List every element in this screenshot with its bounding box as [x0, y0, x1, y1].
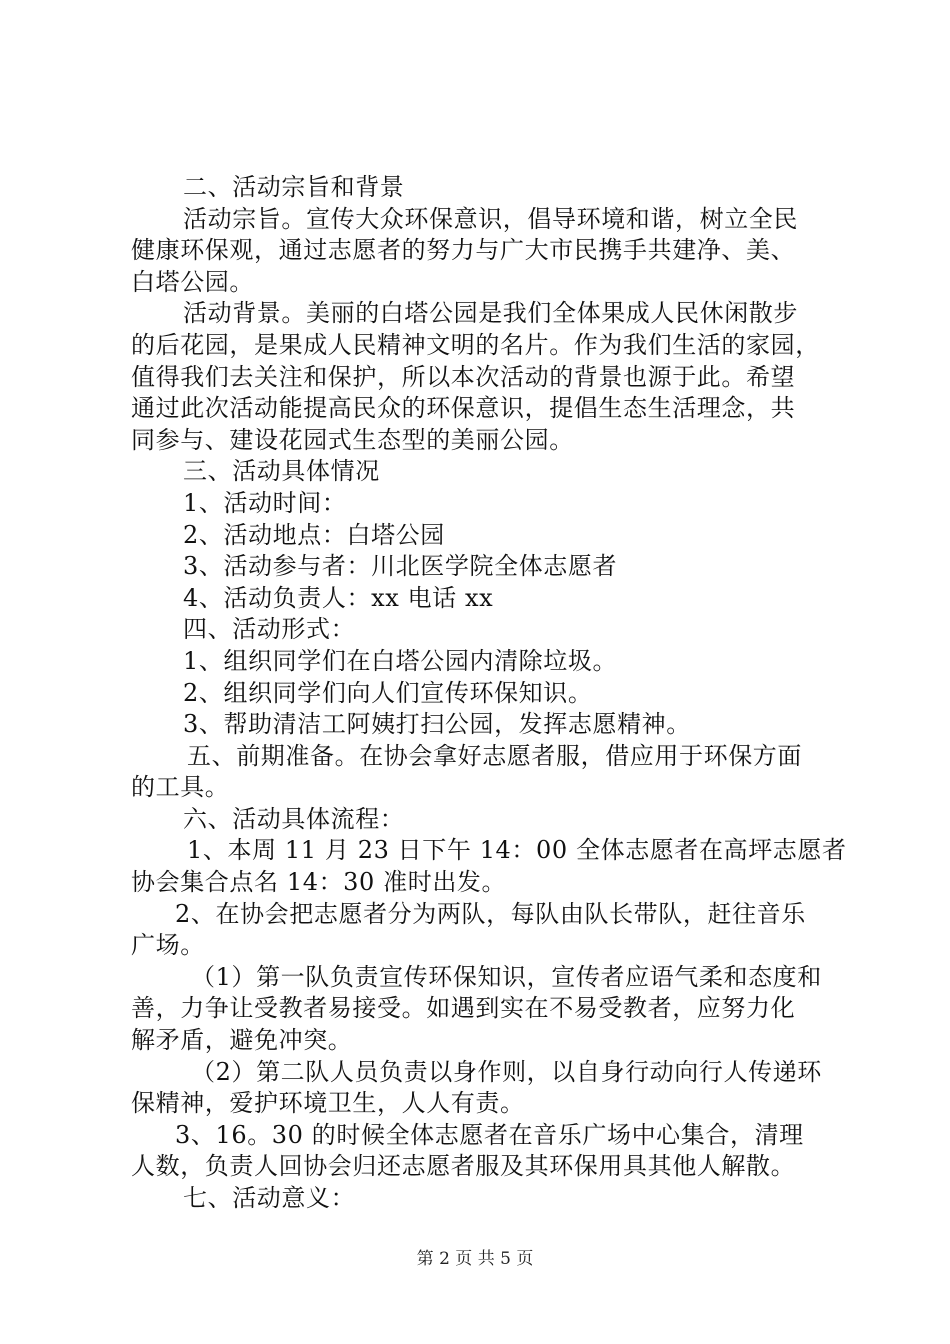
heading-preparation: 五、前期准备。在协会拿好志愿者服，借应用于环保方面: [187, 741, 802, 770]
paragraph-line: 同参与、建设花园式生态型的美丽公园。: [131, 425, 574, 454]
list-item: （2）第二队人员负责以身作则，以自身行动向行人传递环: [191, 1057, 822, 1086]
paragraph-line: 的工具。: [131, 773, 230, 802]
heading-purpose-background: 二、活动宗旨和背景: [183, 173, 405, 201]
list-item: 3、活动参与者：川北医学院全体志愿者: [183, 552, 618, 581]
heading-activity-form: 四、活动形式：: [183, 615, 356, 644]
heading-process: 六、活动具体流程：: [183, 804, 405, 833]
list-item: 2、组织同学们向人们宣传环保知识。: [183, 678, 593, 707]
list-item: 4、活动负责人：xx 电话 xx: [183, 583, 494, 612]
paragraph-line: 的后花园，是果成人民精神文明的名片。作为我们生活的家园，: [131, 330, 820, 359]
paragraph-line: 解矛盾，避免冲突。: [131, 1026, 353, 1055]
list-item: （1）第一队负责宣传环保知识，宣传者应语气柔和态度和: [191, 962, 822, 991]
paragraph-line: 白塔公园。: [131, 267, 254, 296]
paragraph-line: 活动宗旨。宣传大众环保意识，倡导环境和谐，树立全民: [183, 204, 798, 233]
paragraph-line: 健康环保观，通过志愿者的努力与广大市民携手共建净、美、: [131, 236, 796, 265]
list-item: 1、本周 11 月 23 日下午 14：00 全体志愿者在高坪志愿者: [187, 836, 847, 865]
list-item: 3、16。30 的时候全体志愿者在音乐广场中心集合，清理: [175, 1120, 804, 1149]
paragraph-line: 值得我们去关注和保护，所以本次活动的背景也源于此。希望: [131, 362, 796, 391]
paragraph-line: 通过此次活动能提高民众的环保意识，提倡生态生活理念，共: [131, 394, 796, 423]
heading-significance: 七、活动意义：: [183, 1184, 356, 1212]
page-number-footer: 第 2 页 共 5 页: [416, 1249, 534, 1269]
paragraph-line: 协会集合点名 14：30 准时出发。: [131, 868, 507, 897]
list-item: 3、帮助清洁工阿姨打扫公园，发挥志愿精神。: [183, 710, 691, 739]
document-body: [131, 172, 847, 1215]
paragraph-line: 活动背景。美丽的白塔公园是我们全体果成人民休闲散步: [183, 299, 798, 328]
list-item: 1、活动时间：: [183, 488, 347, 517]
list-item: 1、组织同学们在白塔公园内清除垃圾。: [183, 646, 618, 675]
list-item: 2、活动地点：白塔公园: [183, 520, 445, 549]
paragraph-line: 广场。: [131, 931, 205, 960]
paragraph-line: 保精神，爱护环境卫生，人人有责。: [131, 1089, 525, 1118]
paragraph-line: 人数，负责人回协会归还志愿者服及其环保用具其他人解散。: [131, 1152, 796, 1181]
list-item: 2、在协会把志愿者分为两队，每队由队长带队，赶往音乐: [175, 899, 806, 928]
heading-activity-details: 三、活动具体情况: [183, 457, 380, 486]
paragraph-line: 善，力争让受教者易接受。如遇到实在不易受教者，应努力化: [131, 994, 796, 1023]
